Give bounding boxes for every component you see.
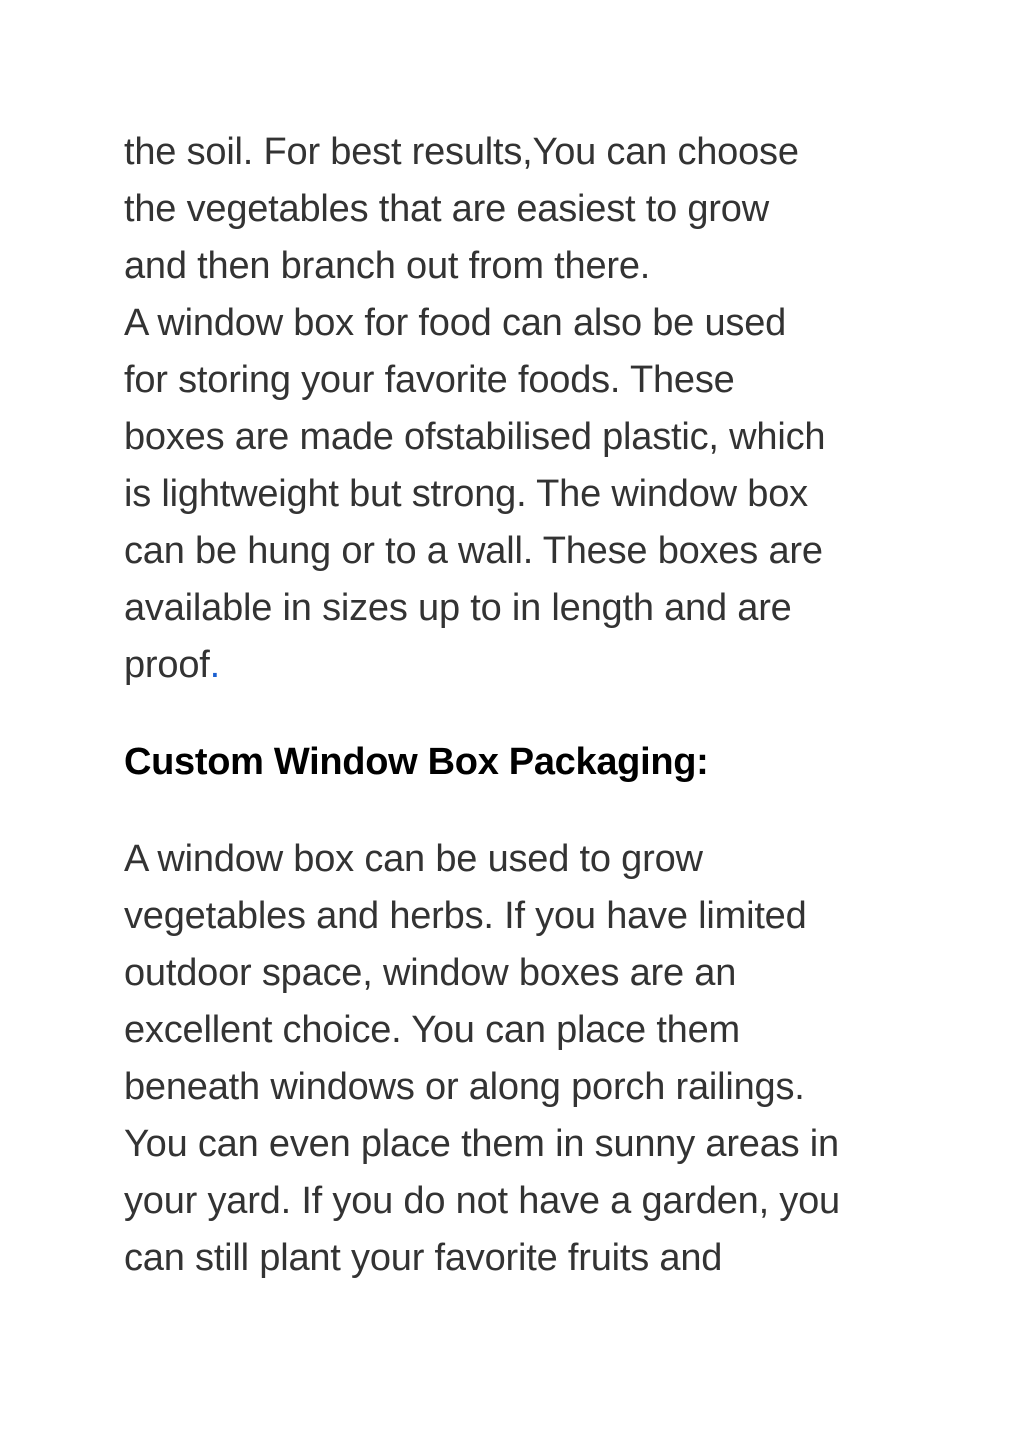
text-line: can be hung or to a wall. These boxes are	[124, 530, 823, 572]
document-page	[124, 124, 924, 1287]
text-line: beneath windows or along porch railings.	[124, 1066, 805, 1108]
hyperlink-dot[interactable]: .	[209, 644, 220, 686]
text-line: for storing your favorite foods. These	[124, 359, 735, 401]
text-line: and then branch out from there.	[124, 245, 651, 287]
text-line: can still plant your favorite fruits and	[124, 1237, 723, 1279]
text-line: vegetables and herbs. If you have limited	[124, 895, 807, 937]
text-line: the vegetables that are easiest to grow	[124, 188, 769, 230]
text-segment: proof	[124, 644, 210, 686]
text-line: the soil. For best results,You can choose	[124, 131, 799, 173]
text-line: A window box can be used to grow	[124, 838, 703, 880]
text-line: outdoor space, window boxes are an	[124, 952, 737, 994]
text-line: excellent choice. You can place them	[124, 1009, 740, 1051]
text-line: your yard. If you do not have a garden, you	[124, 1180, 840, 1222]
text-line: available in sizes up to in length and are	[124, 587, 792, 629]
paragraph-intro	[124, 124, 924, 694]
text-line: is lightweight but strong. The window box	[124, 473, 808, 515]
section-heading: Custom Window Box Packaging:	[124, 741, 709, 783]
text-line: boxes are made ofstabilised plastic, which	[124, 416, 826, 458]
paragraph-body	[124, 831, 924, 1287]
text-line: A window box for food can also be used	[124, 302, 787, 344]
text-line: You can even place them in sunny areas in	[124, 1123, 839, 1165]
text-line-last	[124, 637, 924, 694]
